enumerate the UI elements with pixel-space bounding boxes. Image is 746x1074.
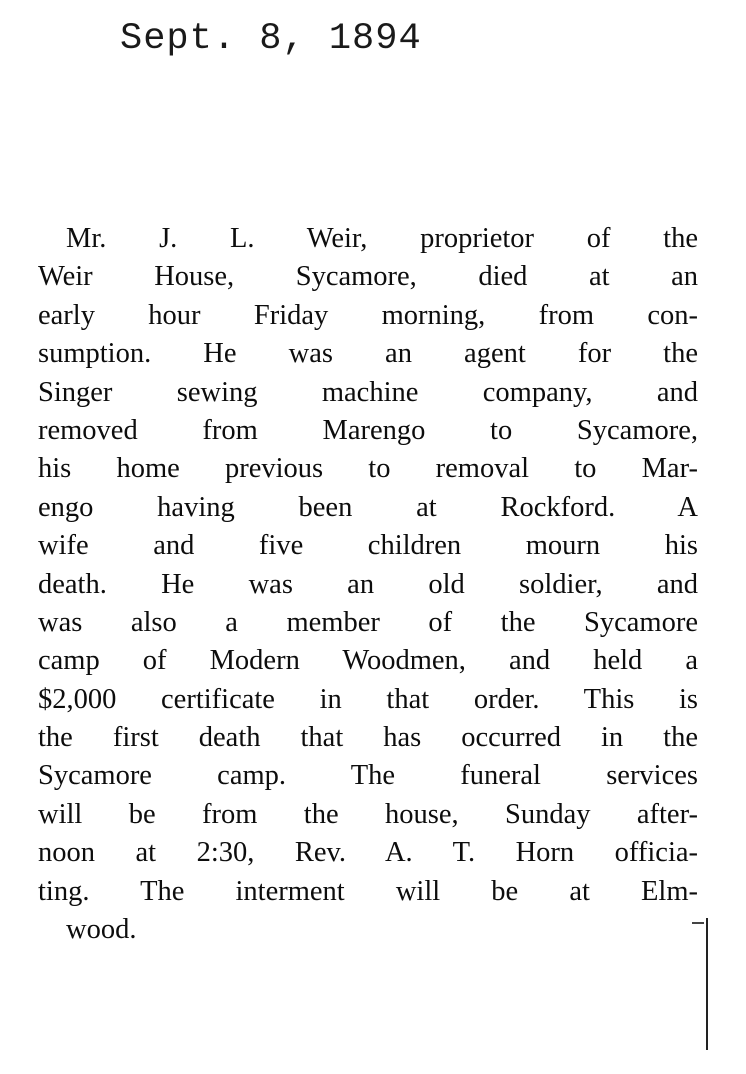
article-line: Singer sewing machine company, and (38, 376, 698, 408)
article-line: ting. The interment will be at Elm- (38, 875, 698, 907)
article-line: was also a member of the Sycamore (38, 606, 698, 638)
article-line: his home previous to removal to Mar- (38, 453, 698, 485)
article-line: Weir House, Sycamore, died at an (38, 261, 698, 293)
article-line: sumption. He was an agent for the (38, 338, 698, 370)
obituary-article (38, 220, 698, 949)
article-line: Sycamore camp. The funeral services (38, 760, 698, 792)
column-rule (706, 918, 708, 1050)
article-line: removed from Marengo to Sycamore, (38, 414, 698, 446)
article-line: Mr. J. L. Weir, proprietor of the (66, 223, 698, 254)
article-line-last: wood. (66, 914, 137, 946)
column-rule-mark (692, 922, 704, 924)
article-line: $2,000 certificate in that order. This is (38, 683, 698, 715)
article-line: will be from the house, Sunday after- (38, 798, 698, 830)
article-line: camp of Modern Woodmen, and held a (38, 645, 698, 677)
article-line: early hour Friday morning, from con- (38, 299, 698, 331)
article-line: engo having been at Rockford. A (38, 491, 698, 523)
article-line: death. He was an old soldier, and (38, 568, 698, 600)
article-line: wife and five children mourn his (38, 530, 698, 562)
date-heading: Sept. 8, 1894 (120, 18, 422, 60)
article-line: the first death that has occurred in the (38, 722, 698, 754)
article-line: noon at 2:30, Rev. A. T. Horn officia- (38, 837, 698, 869)
